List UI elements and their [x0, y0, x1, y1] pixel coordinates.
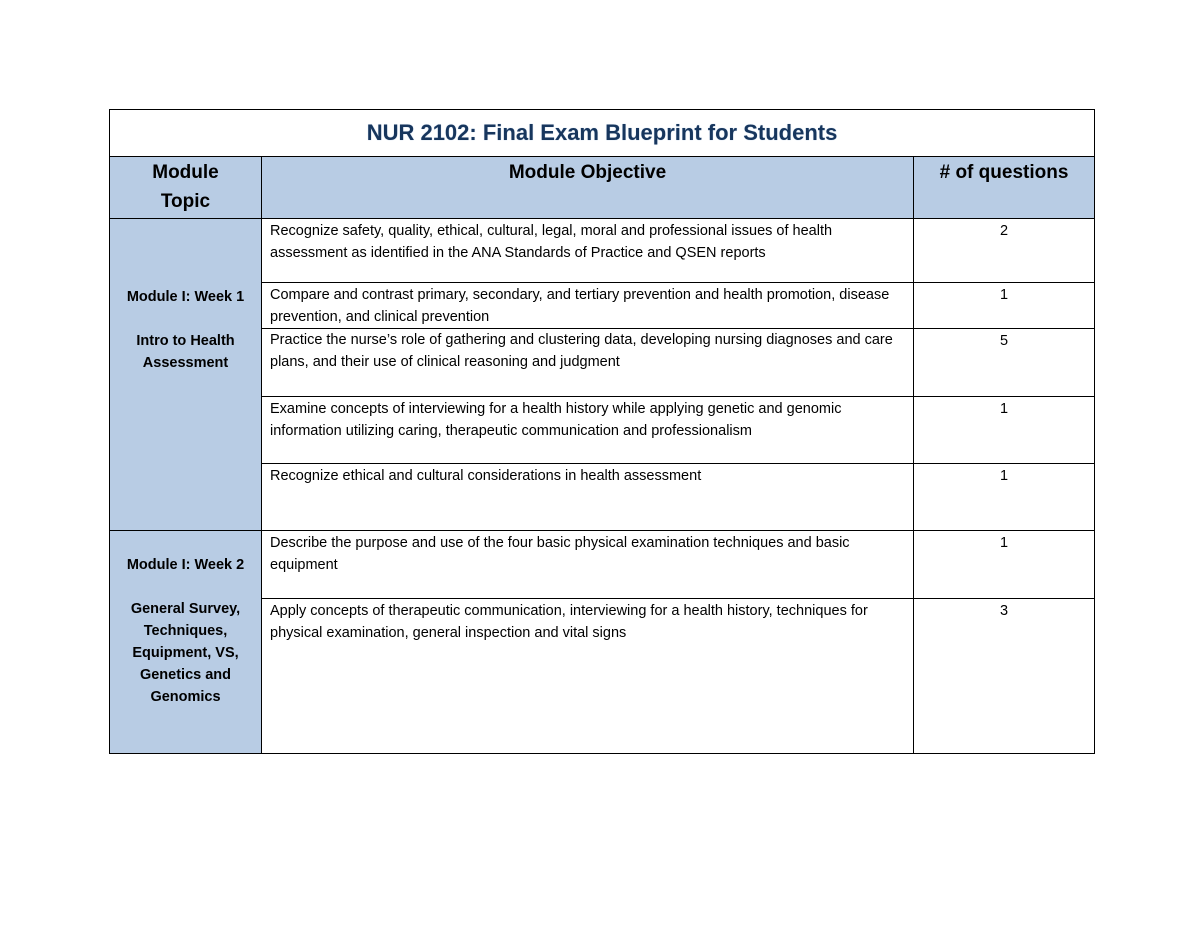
objective-cell: Recognize safety, quality, ethical, cultural, legal, moral and professional issues of health assessment as identified in the ANA Standards of Practice and QSEN reports — [262, 219, 914, 283]
document-title: NUR 2102: Final Exam Blueprint for Students — [366, 120, 838, 145]
question-count-cell: 3 — [914, 599, 1095, 754]
exam-blueprint-table — [109, 109, 1095, 754]
question-count-cell: 5 — [914, 329, 1095, 397]
title-row — [110, 110, 1095, 157]
title-cell — [110, 110, 1095, 157]
question-count-cell: 1 — [914, 397, 1095, 464]
table-row — [110, 219, 1095, 283]
question-count-cell: 1 — [914, 283, 1095, 329]
header-module-topic: Module Topic — [110, 157, 262, 219]
module-topic-cell — [110, 219, 262, 531]
module-name-label: Intro to Health Assessment — [136, 333, 235, 371]
module-topic-cell — [110, 531, 262, 754]
objective-cell: Recognize ethical and cultural considerations in health assessment — [262, 464, 914, 531]
objective-cell: Examine concepts of interviewing for a health history while applying genetic and genomic information utilizing caring, therapeutic communication and professionalism — [262, 397, 914, 464]
objective-cell: Apply concepts of therapeutic communication, interviewing for a health history, techniques for physical examination, general inspection and vital signs — [262, 599, 914, 754]
module-week-label: Module I: Week 1 — [126, 289, 245, 305]
header-row — [110, 157, 1095, 219]
objective-cell: Practice the nurse’s role of gathering and clustering data, developing nursing diagnoses and care plans, and their use of clinical reasoning and judgment — [262, 329, 914, 397]
question-count-cell: 2 — [914, 219, 1095, 283]
objective-cell: Describe the purpose and use of the four basic physical examination techniques and basic equipment — [262, 531, 914, 599]
objective-cell: Compare and contrast primary, secondary, and tertiary prevention and health promotion, disease prevention, and clinical prevention — [262, 283, 914, 329]
module-week-label: Module I: Week 2 — [126, 557, 245, 573]
question-count-cell: 1 — [914, 464, 1095, 531]
question-count-cell: 1 — [914, 531, 1095, 599]
module-name-label: General Survey, Techniques, Equipment, VS, Genetics and Genomics — [130, 601, 241, 705]
header-module-objective: Module Objective — [262, 157, 914, 219]
table-row — [110, 531, 1095, 599]
header-num-questions: # of questions — [914, 157, 1095, 219]
